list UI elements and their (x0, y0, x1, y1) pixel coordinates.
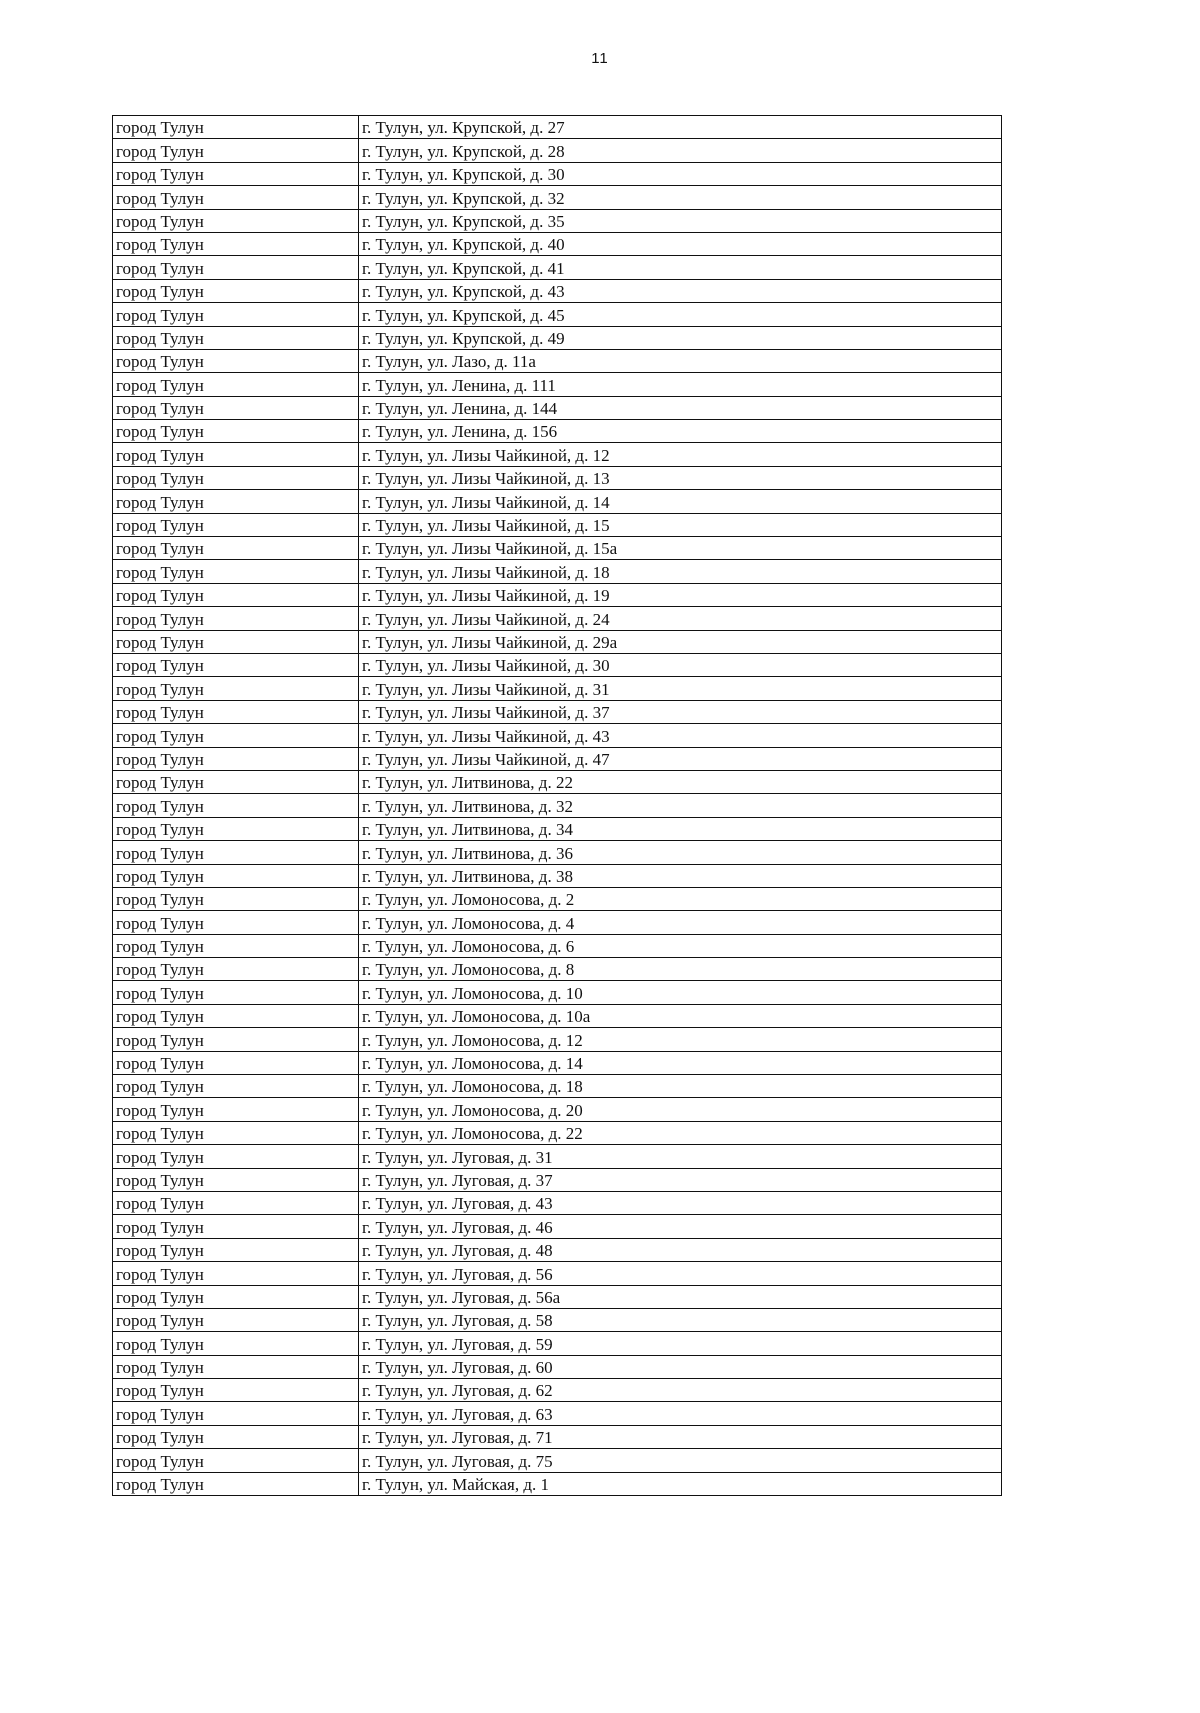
address-cell: г. Тулун, ул. Лизы Чайкиной, д. 12 (359, 443, 1002, 466)
address-cell: г. Тулун, ул. Луговая, д. 56 (359, 1262, 1002, 1285)
city-cell: город Тулун (113, 513, 359, 536)
table-row (113, 981, 1002, 1004)
table-row (113, 958, 1002, 981)
city-cell: город Тулун (113, 1051, 359, 1074)
table-row (113, 1168, 1002, 1191)
page-number: 11 (591, 50, 609, 67)
address-cell: г. Тулун, ул. Литвинова, д. 34 (359, 817, 1002, 840)
address-cell: г. Тулун, ул. Лизы Чайкиной, д. 15а (359, 537, 1002, 560)
city-cell: город Тулун (113, 139, 359, 162)
address-cell: г. Тулун, ул. Ломоносова, д. 10а (359, 1004, 1002, 1027)
address-cell: г. Тулун, ул. Лизы Чайкиной, д. 47 (359, 747, 1002, 770)
city-cell: город Тулун (113, 162, 359, 185)
address-cell: г. Тулун, ул. Литвинова, д. 22 (359, 770, 1002, 793)
table-row (113, 1075, 1002, 1098)
address-cell: г. Тулун, ул. Луговая, д. 60 (359, 1355, 1002, 1378)
table-row (113, 1355, 1002, 1378)
address-cell: г. Тулун, ул. Луговая, д. 62 (359, 1379, 1002, 1402)
city-cell: город Тулун (113, 630, 359, 653)
table-row (113, 1332, 1002, 1355)
city-cell: город Тулун (113, 958, 359, 981)
address-cell: г. Тулун, ул. Лизы Чайкиной, д. 29а (359, 630, 1002, 653)
city-cell: город Тулун (113, 887, 359, 910)
table-row (113, 770, 1002, 793)
address-cell: г. Тулун, ул. Крупской, д. 27 (359, 116, 1002, 139)
address-cell: г. Тулун, ул. Луговая, д. 31 (359, 1145, 1002, 1168)
table-row (113, 724, 1002, 747)
city-cell: город Тулун (113, 1238, 359, 1261)
city-cell: город Тулун (113, 1028, 359, 1051)
city-cell: город Тулун (113, 303, 359, 326)
table-row (113, 677, 1002, 700)
city-cell: город Тулун (113, 653, 359, 676)
table-row (113, 1215, 1002, 1238)
city-cell: город Тулун (113, 560, 359, 583)
address-cell: г. Тулун, ул. Луговая, д. 63 (359, 1402, 1002, 1425)
table-row (113, 1051, 1002, 1074)
city-cell: город Тулун (113, 490, 359, 513)
table-row (113, 513, 1002, 536)
city-cell: город Тулун (113, 1379, 359, 1402)
address-cell: г. Тулун, ул. Лизы Чайкиной, д. 13 (359, 466, 1002, 489)
city-cell: город Тулун (113, 934, 359, 957)
address-cell: г. Тулун, ул. Ленина, д. 156 (359, 420, 1002, 443)
address-cell: г. Тулун, ул. Луговая, д. 46 (359, 1215, 1002, 1238)
address-cell: г. Тулун, ул. Крупской, д. 40 (359, 232, 1002, 255)
table-row (113, 864, 1002, 887)
city-cell: город Тулун (113, 466, 359, 489)
table-row (113, 1449, 1002, 1472)
table-row (113, 1121, 1002, 1144)
city-cell: город Тулун (113, 1168, 359, 1191)
city-cell: город Тулун (113, 1145, 359, 1168)
city-cell: город Тулун (113, 232, 359, 255)
table-row (113, 466, 1002, 489)
city-cell: город Тулун (113, 677, 359, 700)
address-cell: г. Тулун, ул. Ломоносова, д. 2 (359, 887, 1002, 910)
table-row (113, 139, 1002, 162)
address-cell: г. Тулун, ул. Ломоносова, д. 10 (359, 981, 1002, 1004)
address-cell: г. Тулун, ул. Лизы Чайкиной, д. 30 (359, 653, 1002, 676)
address-cell: г. Тулун, ул. Крупской, д. 43 (359, 279, 1002, 302)
table-row (113, 1028, 1002, 1051)
address-cell: г. Тулун, ул. Луговая, д. 43 (359, 1191, 1002, 1214)
city-cell: город Тулун (113, 443, 359, 466)
city-cell: город Тулун (113, 1285, 359, 1308)
city-cell: город Тулун (113, 1425, 359, 1448)
table-row (113, 279, 1002, 302)
city-cell: город Тулун (113, 209, 359, 232)
city-cell: город Тулун (113, 256, 359, 279)
table-row (113, 209, 1002, 232)
address-table (112, 115, 1002, 1496)
city-cell: город Тулун (113, 326, 359, 349)
table-row (113, 1402, 1002, 1425)
address-cell: г. Тулун, ул. Литвинова, д. 32 (359, 794, 1002, 817)
city-cell: город Тулун (113, 279, 359, 302)
table-row (113, 420, 1002, 443)
address-cell: г. Тулун, ул. Крупской, д. 45 (359, 303, 1002, 326)
city-cell: город Тулун (113, 1191, 359, 1214)
table-row (113, 116, 1002, 139)
city-cell: город Тулун (113, 841, 359, 864)
city-cell: город Тулун (113, 1075, 359, 1098)
address-cell: г. Тулун, ул. Лизы Чайкиной, д. 19 (359, 583, 1002, 606)
city-cell: город Тулун (113, 770, 359, 793)
city-cell: город Тулун (113, 349, 359, 372)
city-cell: город Тулун (113, 186, 359, 209)
table-row (113, 1238, 1002, 1261)
city-cell: город Тулун (113, 981, 359, 1004)
address-cell: г. Тулун, ул. Крупской, д. 35 (359, 209, 1002, 232)
city-cell: город Тулун (113, 1402, 359, 1425)
address-cell: г. Тулун, ул. Ломоносова, д. 14 (359, 1051, 1002, 1074)
address-cell: г. Тулун, ул. Луговая, д. 58 (359, 1308, 1002, 1331)
table-row (113, 256, 1002, 279)
city-cell: город Тулун (113, 794, 359, 817)
address-cell: г. Тулун, ул. Крупской, д. 28 (359, 139, 1002, 162)
city-cell: город Тулун (113, 1449, 359, 1472)
address-cell: г. Тулун, ул. Ломоносова, д. 22 (359, 1121, 1002, 1144)
address-table-body (113, 116, 1002, 1496)
city-cell: город Тулун (113, 817, 359, 840)
city-cell: город Тулун (113, 583, 359, 606)
address-cell: г. Тулун, ул. Ломоносова, д. 6 (359, 934, 1002, 957)
table-row (113, 1425, 1002, 1448)
city-cell: город Тулун (113, 1472, 359, 1495)
address-cell: г. Тулун, ул. Луговая, д. 37 (359, 1168, 1002, 1191)
address-cell: г. Тулун, ул. Лизы Чайкиной, д. 43 (359, 724, 1002, 747)
address-cell: г. Тулун, ул. Ломоносова, д. 8 (359, 958, 1002, 981)
address-cell: г. Тулун, ул. Лазо, д. 11а (359, 349, 1002, 372)
city-cell: город Тулун (113, 420, 359, 443)
table-row (113, 817, 1002, 840)
table-row (113, 1262, 1002, 1285)
address-cell: г. Тулун, ул. Крупской, д. 32 (359, 186, 1002, 209)
table-row (113, 607, 1002, 630)
table-row (113, 934, 1002, 957)
table-row (113, 1472, 1002, 1495)
table-row (113, 887, 1002, 910)
table-row (113, 1098, 1002, 1121)
city-cell: город Тулун (113, 724, 359, 747)
city-cell: город Тулун (113, 116, 359, 139)
table-row (113, 537, 1002, 560)
address-cell: г. Тулун, ул. Крупской, д. 49 (359, 326, 1002, 349)
address-cell: г. Тулун, ул. Лизы Чайкиной, д. 24 (359, 607, 1002, 630)
address-cell: г. Тулун, ул. Ломоносова, д. 20 (359, 1098, 1002, 1121)
address-cell: г. Тулун, ул. Ленина, д. 144 (359, 396, 1002, 419)
address-cell: г. Тулун, ул. Лизы Чайкиной, д. 31 (359, 677, 1002, 700)
address-cell: г. Тулун, ул. Ломоносова, д. 4 (359, 911, 1002, 934)
city-cell: город Тулун (113, 1215, 359, 1238)
table-row (113, 490, 1002, 513)
city-cell: город Тулун (113, 747, 359, 770)
table-row (113, 630, 1002, 653)
table-row (113, 1191, 1002, 1214)
address-cell: г. Тулун, ул. Ломоносова, д. 18 (359, 1075, 1002, 1098)
table-row (113, 560, 1002, 583)
table-row (113, 349, 1002, 372)
city-cell: город Тулун (113, 1004, 359, 1027)
table-row (113, 1285, 1002, 1308)
address-cell: г. Тулун, ул. Луговая, д. 71 (359, 1425, 1002, 1448)
city-cell: город Тулун (113, 373, 359, 396)
table-row (113, 1145, 1002, 1168)
table-row (113, 162, 1002, 185)
address-cell: г. Тулун, ул. Луговая, д. 48 (359, 1238, 1002, 1261)
address-cell: г. Тулун, ул. Луговая, д. 59 (359, 1332, 1002, 1355)
address-cell: г. Тулун, ул. Крупской, д. 30 (359, 162, 1002, 185)
city-cell: город Тулун (113, 1355, 359, 1378)
table-row (113, 326, 1002, 349)
address-cell: г. Тулун, ул. Крупской, д. 41 (359, 256, 1002, 279)
address-cell: г. Тулун, ул. Луговая, д. 56а (359, 1285, 1002, 1308)
address-cell: г. Тулун, ул. Лизы Чайкиной, д. 14 (359, 490, 1002, 513)
city-cell: город Тулун (113, 607, 359, 630)
city-cell: город Тулун (113, 1308, 359, 1331)
address-cell: г. Тулун, ул. Лизы Чайкиной, д. 15 (359, 513, 1002, 536)
city-cell: город Тулун (113, 864, 359, 887)
table-row (113, 1004, 1002, 1027)
city-cell: город Тулун (113, 700, 359, 723)
address-cell: г. Тулун, ул. Лизы Чайкиной, д. 37 (359, 700, 1002, 723)
table-row (113, 794, 1002, 817)
city-cell: город Тулун (113, 537, 359, 560)
city-cell: город Тулун (113, 1262, 359, 1285)
table-row (113, 186, 1002, 209)
address-cell: г. Тулун, ул. Лизы Чайкиной, д. 18 (359, 560, 1002, 583)
city-cell: город Тулун (113, 1098, 359, 1121)
table-row (113, 443, 1002, 466)
city-cell: город Тулун (113, 911, 359, 934)
address-cell: г. Тулун, ул. Ломоносова, д. 12 (359, 1028, 1002, 1051)
table-row (113, 583, 1002, 606)
table-row (113, 396, 1002, 419)
address-cell: г. Тулун, ул. Луговая, д. 75 (359, 1449, 1002, 1472)
table-row (113, 1308, 1002, 1331)
table-row (113, 303, 1002, 326)
table-row (113, 911, 1002, 934)
address-cell: г. Тулун, ул. Ленина, д. 111 (359, 373, 1002, 396)
table-row (113, 747, 1002, 770)
table-row (113, 653, 1002, 676)
table-row (113, 373, 1002, 396)
table-row (113, 232, 1002, 255)
address-cell: г. Тулун, ул. Майская, д. 1 (359, 1472, 1002, 1495)
table-row (113, 700, 1002, 723)
city-cell: город Тулун (113, 396, 359, 419)
city-cell: город Тулун (113, 1332, 359, 1355)
address-cell: г. Тулун, ул. Литвинова, д. 38 (359, 864, 1002, 887)
table-row (113, 1379, 1002, 1402)
table-row (113, 841, 1002, 864)
city-cell: город Тулун (113, 1121, 359, 1144)
address-cell: г. Тулун, ул. Литвинова, д. 36 (359, 841, 1002, 864)
